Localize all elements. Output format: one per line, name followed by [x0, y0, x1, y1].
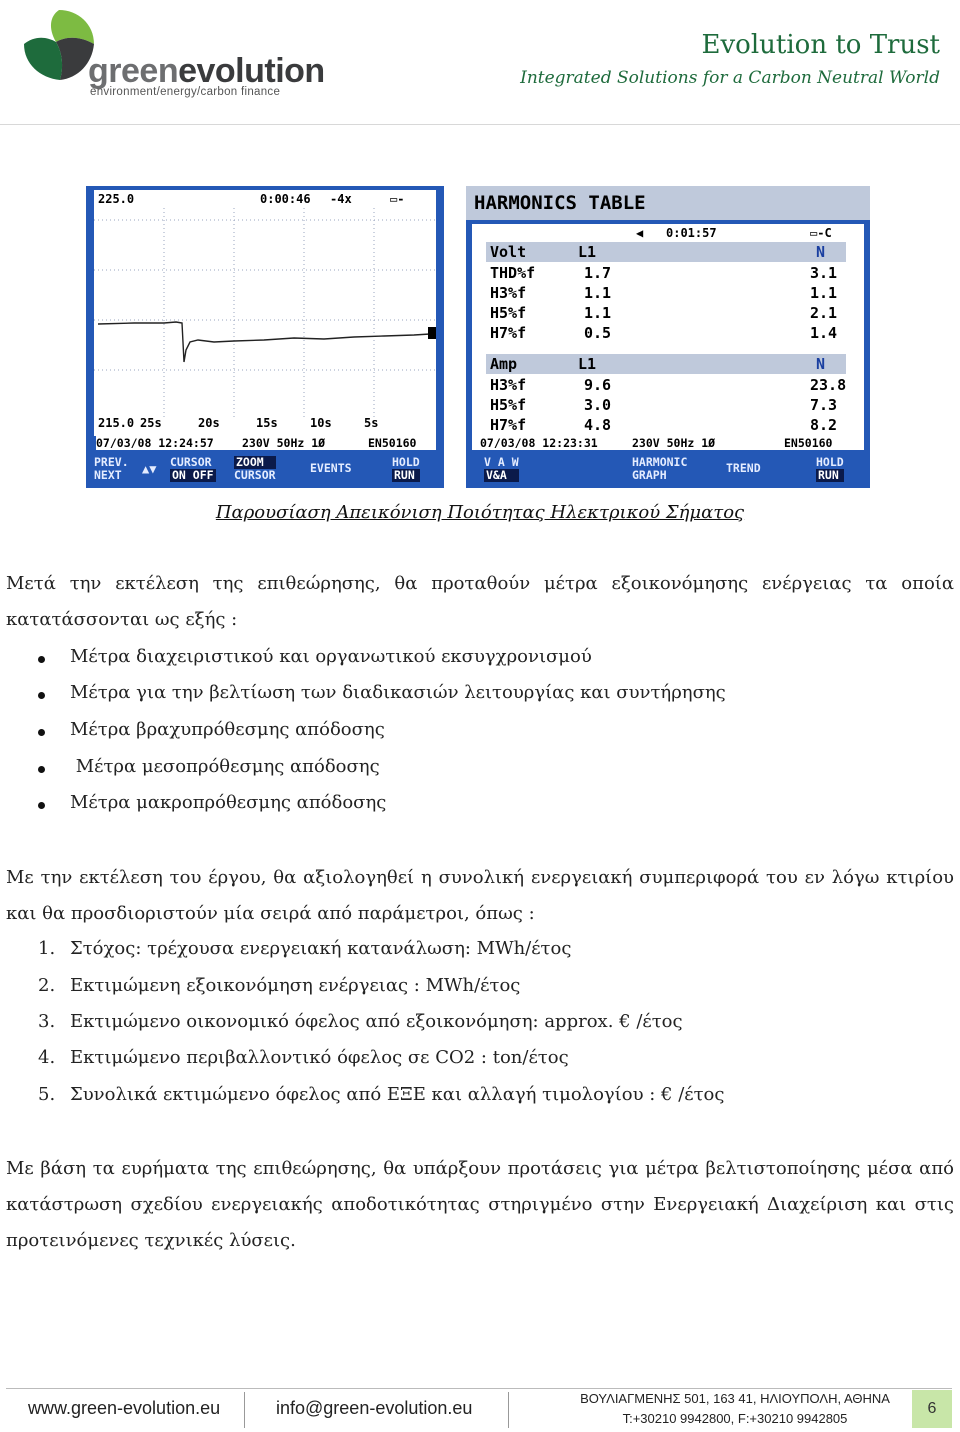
list-item: Μέτρα μεσοπρόθεσμης απόδοσης [70, 756, 380, 777]
header-subtitle: Integrated Solutions for a Carbon Neutral World [520, 68, 940, 88]
list-number: 1. [38, 938, 56, 959]
harmonic-graph-button[interactable]: HARMONIC GRAPH [632, 455, 688, 482]
footer-email-link[interactable]: info@green-evolution.eu [276, 1398, 473, 1418]
list-number: 4. [38, 1047, 56, 1068]
list-item: Μέτρα διαχειριστικού και οργανωτικού εκσυγχρονισμού [70, 646, 592, 667]
list-item: Μέτρα για την βελτίωση των διαδικασιών λειτουργίας και συντήρησης [70, 682, 726, 703]
greenevolution-logo-icon [20, 6, 98, 84]
intro-paragraph: Μετά την εκτέλεση της επιθεώρησης, θα προταθούν μέτρα εξοικονόμησης ενέργειας τα οποία κατατάσσονται ως εξής : [6, 573, 954, 630]
harmonics-cell: H5%f [490, 304, 527, 322]
time-mark: 5s [364, 416, 379, 430]
power-quality-trend-screen [86, 186, 444, 488]
header-divider [0, 124, 960, 125]
scope-bottom-value: 215.0 [98, 416, 135, 430]
harmonics-cell: THD%f [490, 264, 536, 282]
harmonics-cell: 2.1 [810, 304, 838, 322]
scope-zoom: -4x [330, 192, 352, 206]
harmonics-cell: H7%f [490, 324, 527, 342]
harmonics-cell: 8.2 [810, 416, 838, 434]
list-number: 2. [38, 975, 56, 996]
list-item: Εκτιμώμενο περιβαλλοντικό όφελος σε CO2 : ton/έτος [70, 1047, 569, 1068]
scope-status-bar: 07/03/08 12:24:57 230V 50Hz 1Ø EN50160 [96, 436, 436, 450]
bullet-icon [38, 802, 45, 809]
hold-run-button[interactable]: HOLD RUN [392, 455, 420, 482]
battery-icon: ▭-C [810, 226, 832, 240]
harmonics-cell: 4.8 [584, 416, 612, 434]
list-item: Εκτιμώμενο οικονομικό όφελος από εξοικονόμηση: approx. € /έτος [70, 1011, 683, 1032]
harmonics-status-bar: 07/03/08 12:23:31 230V 50Hz 1Ø EN50160 [480, 436, 833, 450]
footer-phone: T:+30210 9942800, F:+30210 9942805 [622, 1411, 848, 1426]
footer-separator [244, 1392, 245, 1428]
bullet-icon [38, 766, 45, 773]
harmonics-cell: H3%f [490, 284, 527, 302]
up-down-arrows-icon: ▲▼ [142, 462, 157, 476]
trend-button[interactable]: TREND [726, 461, 761, 475]
zoom-button[interactable]: ZOOM CURSOR [234, 455, 276, 482]
harmonics-cell: H7%f [490, 416, 527, 434]
prev-next-button[interactable]: PREV. NEXT [94, 455, 129, 482]
events-button[interactable]: EVENTS [310, 461, 352, 475]
bullet-icon [38, 729, 45, 736]
harmonics-cell: H3%f [490, 376, 527, 394]
harmonics-cell: H5%f [490, 396, 527, 414]
harmonics-cell: 9.6 [584, 376, 612, 394]
harmonics-cell: 0.5 [584, 324, 612, 342]
harmonics-timer: 0:01:57 [666, 226, 717, 240]
harmonics-cell: 1.1 [584, 304, 612, 322]
list-item: Στόχος: τρέχουσα ενεργειακή κατανάλωση: MWh/έτος [70, 938, 572, 959]
list-item: Μέτρα βραχυπρόθεσμης απόδοσης [70, 719, 385, 740]
footer-separator [508, 1392, 509, 1428]
trend-plot [94, 190, 436, 436]
list-number: 5. [38, 1084, 56, 1105]
hold-run-button[interactable]: HOLD RUN [816, 455, 844, 482]
time-mark: 20s [198, 416, 220, 430]
harmonics-cell: 3.1 [810, 264, 838, 282]
harmonics-table [472, 224, 864, 450]
vaw-button[interactable]: V A W V&A [484, 455, 519, 482]
time-mark: 15s [256, 416, 278, 430]
footer-website-link[interactable]: www.green-evolution.eu [28, 1398, 221, 1418]
harmonics-cell: 1.1 [584, 284, 612, 302]
list-number: 3. [38, 1011, 56, 1032]
harmonics-cell: 1.4 [810, 324, 838, 342]
scope-top-value: 225.0 [98, 192, 135, 206]
harmonics-cell: 3.0 [584, 396, 612, 414]
harmonics-cell: 1.1 [810, 284, 838, 302]
amp-header: Amp L1 N [486, 354, 846, 374]
list-item: Μέτρα μακροπρόθεσμης απόδοσης [70, 792, 387, 813]
trend-waveform [94, 190, 436, 436]
footer-contact [560, 1389, 910, 1429]
scope-timer: 0:00:46 [260, 192, 311, 206]
battery-icon: ▭- [390, 192, 405, 206]
brand-logo-text: greenevolution [88, 52, 325, 90]
harmonics-cell: 1.7 [584, 264, 612, 282]
harmonics-title-bar [466, 186, 870, 220]
harmonics-table-screen [466, 186, 870, 488]
harmonics-cell: 23.8 [810, 376, 847, 394]
scope-softkeys [86, 452, 444, 488]
footer-address: ΒΟΥΛΙΑΓΜΕΝΗΣ 501, 163 41, ΗΛΙΟΥΠΟΛΗ, ΑΘΗΝΑ [580, 1391, 890, 1406]
brand-tagline: environment/energy/carbon finance [90, 86, 281, 98]
list-item: Συνολικά εκτιμώμενο όφελος από ΕΞΕ και αλλαγή τιμολογίου : € /έτος [70, 1084, 725, 1105]
time-mark: 25s [140, 416, 162, 430]
header-title: Evolution to Trust [701, 30, 940, 60]
list-item: Εκτιμώμενη εξοικονόμηση ενέργειας : MWh/έτος [70, 975, 521, 996]
speaker-icon: ◀ [636, 226, 644, 240]
cursor-button[interactable]: CURSOR ON OFF [170, 455, 214, 482]
time-mark: 10s [310, 416, 332, 430]
figure-caption: Παρουσίαση Απεικόνιση Ποιότητας Ηλεκτρικού Σήματος [215, 502, 745, 523]
evaluation-paragraph: Με την εκτέλεση του έργου, θα αξιολογηθεί η συνολική ενεργειακή συμπεριφορά του εν λόγω κτιρίου και θα προσδιοριστούν μία σειρά από παράμετροι, όπως : [6, 867, 954, 924]
page-number: 6 [912, 1390, 952, 1428]
harmonics-cell: 7.3 [810, 396, 838, 414]
volt-header: Volt L1 N [486, 242, 846, 262]
bullet-icon [38, 656, 45, 663]
bullet-icon [38, 692, 45, 699]
harmonics-title: HARMONICS TABLE [474, 192, 646, 214]
closing-paragraph: Με βάση τα ευρήματα της επιθεώρησης, θα υπάρξουν προτάσεις για μέτρα βελτιστοποίησης μέσα από κατάστρωση σχεδίου ενεργειακής αποδοτικότητας στηριγμένο στην Ενεργειακή Διαχείριση και στις προτεινόμενες τεχνικές λύσεις. [6, 1158, 954, 1251]
